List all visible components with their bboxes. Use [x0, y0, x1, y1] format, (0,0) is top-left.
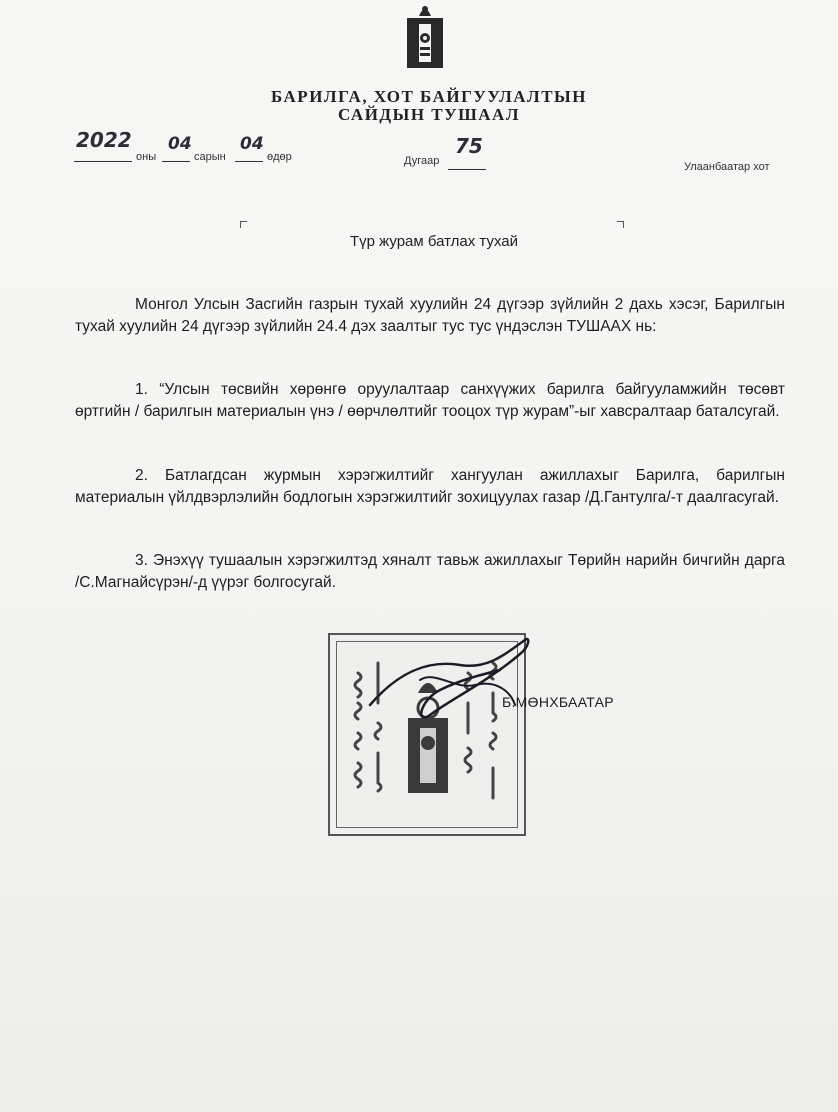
number-underline	[448, 169, 486, 170]
order-item-3-text: 3. Энэхүү тушаалын хэрэгжилтэд хяналт тавьж ажиллахыг Төрийн нарийн бичгийн дарга /С.Магнайсүрэн/-д үүрэг болгосугай.	[75, 552, 785, 591]
document-type-title: САЙДЫН ТУШААЛ	[338, 105, 520, 124]
order-item-1	[75, 379, 785, 423]
year-handwritten: 2022	[76, 128, 132, 152]
handwritten-signature-icon	[360, 630, 540, 740]
order-item-2	[75, 465, 785, 509]
organization-title: БАРИЛГА, ХОТ БАЙГУУЛАЛТЫН	[271, 87, 587, 106]
order-item-2-text: 2. Батлагдсан журмын хэрэгжилтийг хангуулан ажиллахыг Барилга, барилгын материалын үйлдвэрлэлийн бодлогын хэрэгжилтийг зохицуулах газар /Д.Гантулга/-т даалгасугай.	[75, 467, 785, 506]
day-underline	[235, 161, 263, 162]
year-underline	[74, 161, 132, 162]
preamble-paragraph	[75, 294, 785, 338]
month-label: сарын	[194, 151, 226, 163]
month-handwritten: 04	[168, 134, 192, 154]
day-label: өдөр	[267, 151, 292, 163]
order-item-1-text: 1. “Улсын төсвийн хөрөнгө оруулалтаар санхүүжих барилга байгууламжийн төсөвт өртгийн / барилгын материалын үнэ / өөрчлөлтийг тооцох түр журам”-ыг хавсралтаар баталсугай.	[75, 381, 785, 420]
year-label: оны	[136, 151, 157, 163]
number-handwritten: 75	[455, 134, 483, 158]
month-underline	[162, 161, 190, 162]
subject-bracket-right	[617, 221, 624, 228]
order-item-3	[75, 550, 785, 594]
mongolia-state-emblem-icon	[405, 0, 445, 70]
number-label: Дугаар	[404, 155, 440, 167]
preamble-text: Монгол Улсын Засгийн газрын тухай хуулийн 24 дүгээр зүйлийн 2 дахь хэсэг, Барилгын тухай хуулийн 24 дүгээр зүйлийн 24.4 дэх заалтыг тус тус үндэслэн ТУШААХ нь:	[75, 296, 785, 335]
city-label: Улаанбаатар хот	[684, 161, 770, 173]
signatory-name: Б.МӨНХБААТАР	[502, 694, 614, 710]
subject-bracket-left	[240, 221, 247, 228]
day-handwritten: 04	[240, 134, 264, 154]
subject-title: Түр журам батлах тухай	[349, 233, 519, 250]
